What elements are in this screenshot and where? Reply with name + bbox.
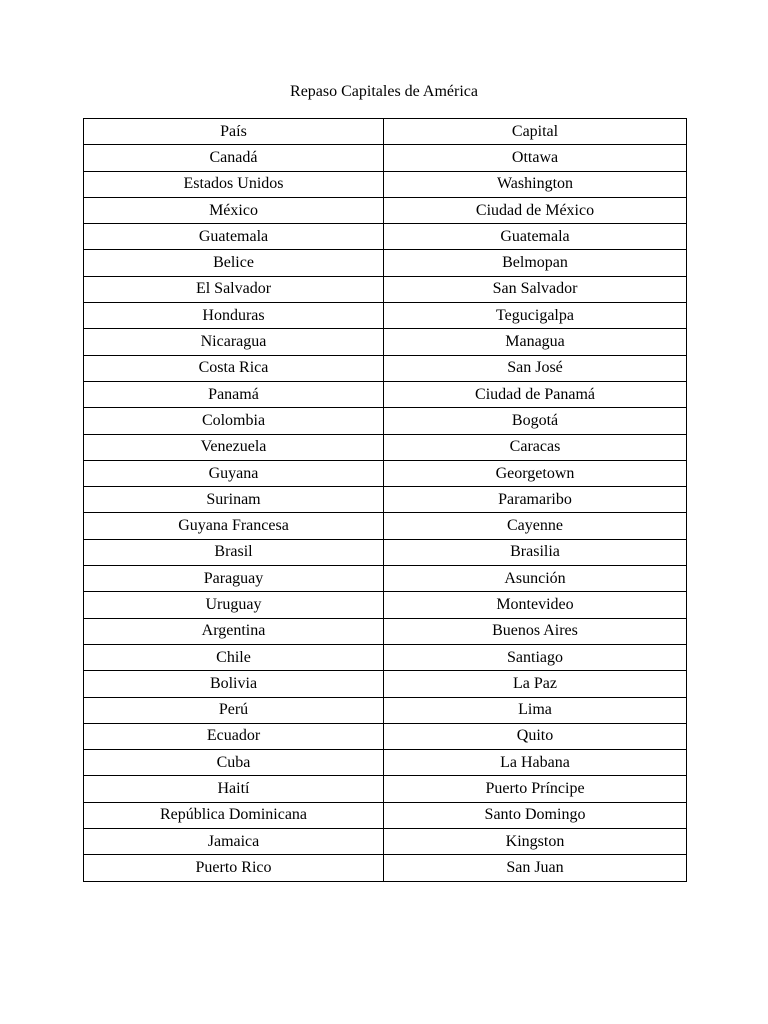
capital-cell: Lima	[384, 697, 687, 723]
capital-cell: Ciudad de Panamá	[384, 381, 687, 407]
header-capital: Capital	[384, 119, 687, 145]
table-row	[84, 750, 687, 776]
country-cell: Colombia	[84, 408, 384, 434]
table-row	[84, 539, 687, 565]
country-cell: Venezuela	[84, 434, 384, 460]
country-cell: Paraguay	[84, 566, 384, 592]
document-title: Repaso Capitales de América	[290, 83, 478, 100]
table-row	[84, 303, 687, 329]
capitals-table	[83, 118, 687, 882]
capital-cell: San Juan	[384, 855, 687, 881]
capital-cell: Santo Domingo	[384, 802, 687, 828]
table-header-row	[84, 119, 687, 145]
country-cell: Surinam	[84, 487, 384, 513]
country-cell: Guatemala	[84, 224, 384, 250]
country-cell: México	[84, 197, 384, 223]
capital-cell: La Paz	[384, 671, 687, 697]
table-row	[84, 434, 687, 460]
capital-cell: Guatemala	[384, 224, 687, 250]
table-row	[84, 329, 687, 355]
capital-cell: Cayenne	[384, 513, 687, 539]
table-row	[84, 250, 687, 276]
country-cell: El Salvador	[84, 276, 384, 302]
country-cell: Guyana Francesa	[84, 513, 384, 539]
table-row	[84, 829, 687, 855]
capital-cell: Buenos Aires	[384, 618, 687, 644]
table-row	[84, 618, 687, 644]
country-cell: Canadá	[84, 145, 384, 171]
country-cell: Ecuador	[84, 723, 384, 749]
table-row	[84, 671, 687, 697]
header-country: País	[84, 119, 384, 145]
capital-cell: Montevideo	[384, 592, 687, 618]
capital-cell: Washington	[384, 171, 687, 197]
country-cell: Perú	[84, 697, 384, 723]
table-row	[84, 644, 687, 670]
capital-cell: Ciudad de México	[384, 197, 687, 223]
table-row	[84, 224, 687, 250]
table-row	[84, 776, 687, 802]
table-row	[84, 802, 687, 828]
capital-cell: Managua	[384, 329, 687, 355]
table-row	[84, 408, 687, 434]
country-cell: Puerto Rico	[84, 855, 384, 881]
table-row	[84, 513, 687, 539]
capital-cell: Belmopan	[384, 250, 687, 276]
capital-cell: Paramaribo	[384, 487, 687, 513]
table-row	[84, 592, 687, 618]
capital-cell: Bogotá	[384, 408, 687, 434]
capital-cell: Santiago	[384, 644, 687, 670]
capital-cell: San José	[384, 355, 687, 381]
capital-cell: Brasilia	[384, 539, 687, 565]
country-cell: Nicaragua	[84, 329, 384, 355]
capital-cell: Caracas	[384, 434, 687, 460]
table-row	[84, 460, 687, 486]
capital-cell: Asunción	[384, 566, 687, 592]
capital-cell: Tegucigalpa	[384, 303, 687, 329]
country-cell: Brasil	[84, 539, 384, 565]
table-row	[84, 355, 687, 381]
country-cell: Argentina	[84, 618, 384, 644]
country-cell: Jamaica	[84, 829, 384, 855]
table-row	[84, 171, 687, 197]
capital-cell: San Salvador	[384, 276, 687, 302]
country-cell: Estados Unidos	[84, 171, 384, 197]
country-cell: República Dominicana	[84, 802, 384, 828]
table-row	[84, 723, 687, 749]
country-cell: Chile	[84, 644, 384, 670]
table-row	[84, 381, 687, 407]
table-row	[84, 855, 687, 881]
table-row	[84, 487, 687, 513]
table-body	[84, 145, 687, 881]
country-cell: Haití	[84, 776, 384, 802]
country-cell: Panamá	[84, 381, 384, 407]
capital-cell: Ottawa	[384, 145, 687, 171]
capital-cell: Quito	[384, 723, 687, 749]
capital-cell: Georgetown	[384, 460, 687, 486]
country-cell: Cuba	[84, 750, 384, 776]
table-row	[84, 276, 687, 302]
country-cell: Bolivia	[84, 671, 384, 697]
table-row	[84, 566, 687, 592]
country-cell: Belice	[84, 250, 384, 276]
country-cell: Honduras	[84, 303, 384, 329]
capital-cell: Kingston	[384, 829, 687, 855]
capital-cell: La Habana	[384, 750, 687, 776]
table-row	[84, 697, 687, 723]
country-cell: Costa Rica	[84, 355, 384, 381]
country-cell: Uruguay	[84, 592, 384, 618]
country-cell: Guyana	[84, 460, 384, 486]
capital-cell: Puerto Príncipe	[384, 776, 687, 802]
table-row	[84, 145, 687, 171]
table-row	[84, 197, 687, 223]
